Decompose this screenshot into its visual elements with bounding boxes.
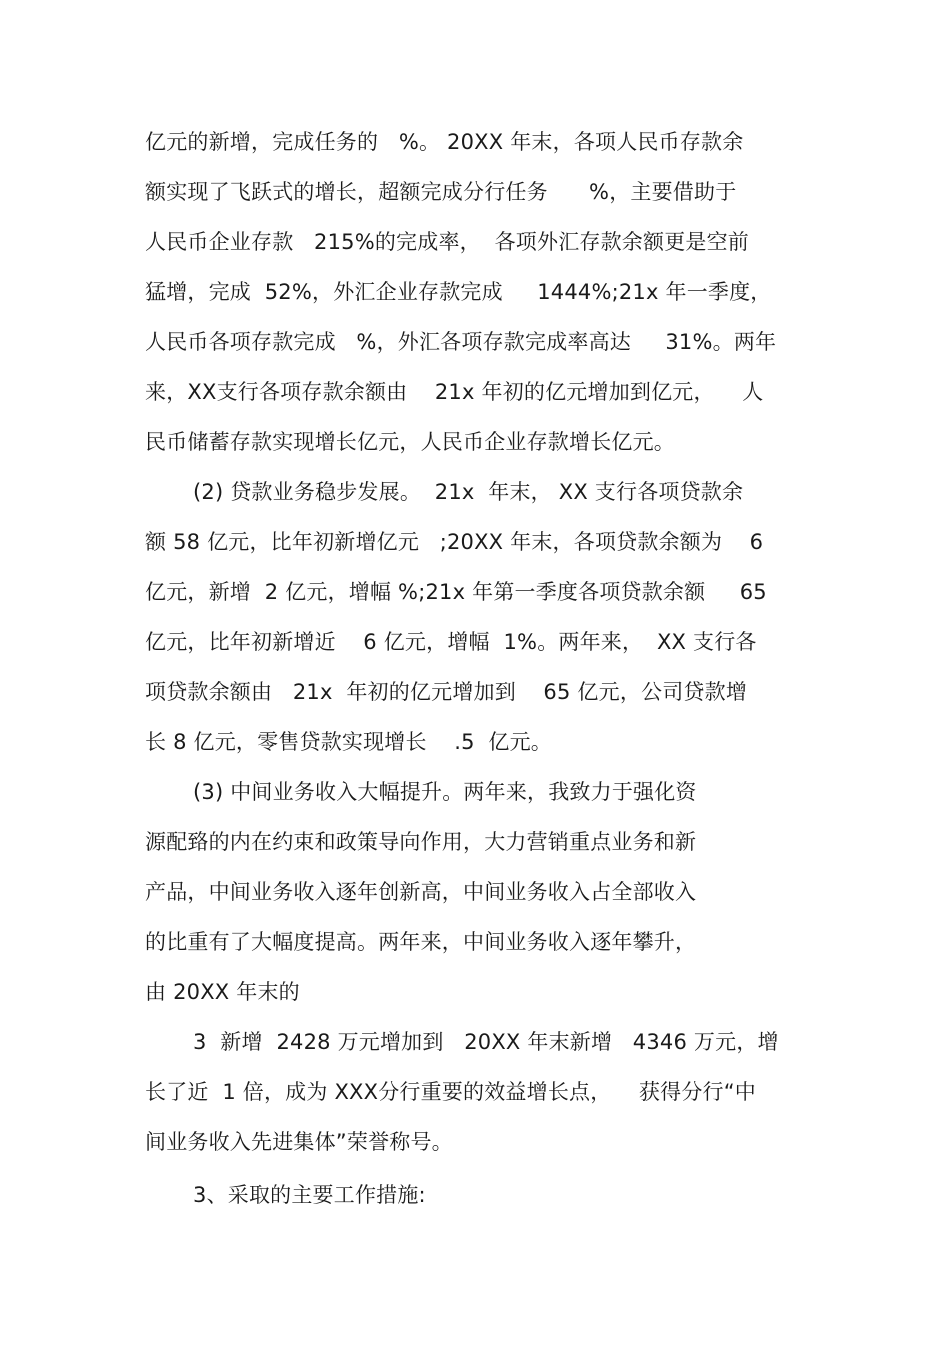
text-line: 由 20XX 年末的 [145,980,300,1004]
text-line: 产品，中间业务收入逐年创新高，中间业务收入占全部收入 [145,880,697,904]
text-line: 间业务收入先进集体”荣誉称号。 [145,1130,453,1154]
text-line: 额 58 亿元，比年初新增亿元 ;20XX 年末，各项贷款余额为 6 [145,530,764,554]
text-line: 源配臵的内在约束和政策导向作用，大力营销重点业务和新 [145,830,697,854]
text-line: 长 8 亿元，零售贷款实现增长 .5 亿元。 [145,730,552,754]
text-line: 额实现了飞跃式的增长，超额完成分行任务 %，主要借助于 [145,180,737,204]
text-line: 人民币企业存款 215%的完成率， 各项外汇存款余额更是空前 [145,230,750,254]
text-line: 长了近 1 倍，成为 XXX分行重要的效益增长点， 获得分行“中 [145,1080,756,1104]
paragraph-heading-loans: (2) 贷款业务稳步发展。 21x 年末， XX 支行各项贷款余 [193,480,744,504]
text-line: 人民币各项存款完成 %，外汇各项存款完成率高达 31%。两年 [145,330,777,354]
text-line: 3 新增 2428 万元增加到 20XX 年末新增 4346 万元，增 [193,1030,779,1054]
text-line: 亿元的新增，完成任务的 %。 20XX 年末，各项人民币存款余 [145,130,744,154]
paragraph-heading-intermediate: (3) 中间业务收入大幅提升。两年来，我致力于强化资 [193,780,697,804]
text-line: 猛增，完成 52%，外汇企业存款完成 1444%;21x 年一季度， [145,280,772,304]
section-heading-measures: 3、采取的主要工作措施: [193,1183,426,1207]
text-line: 民币储蓄存款实现增长亿元，人民币企业存款增长亿元。 [145,430,675,454]
text-line: 亿元，比年初新增近 6 亿元，增幅 1%。两年来， XX 支行各 [145,630,757,654]
text-line: 来，XX支行各项存款余额由 21x 年初的亿元增加到亿元， 人 [145,380,764,404]
text-line: 亿元，新增 2 亿元，增幅 %;21x 年第一季度各项贷款余额 65 [145,580,767,604]
text-line: 的比重有了大幅度提高。两年来，中间业务收入逐年攀升， [145,930,697,954]
text-line: 项贷款余额由 21x 年初的亿元增加到 65 亿元，公司贷款增 [145,680,748,704]
